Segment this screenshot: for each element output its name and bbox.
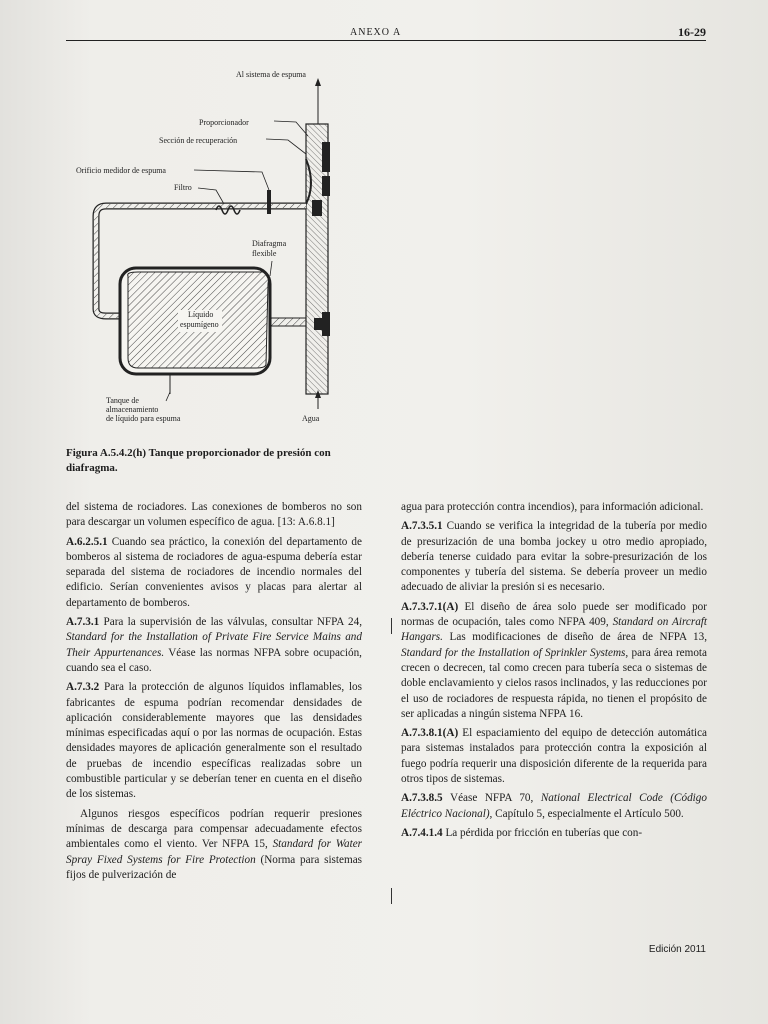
label-tank-line-3: de líquido para espuma (106, 414, 181, 423)
paragraph (66, 807, 362, 883)
paragraph-text: Las modificaciones de diseño de área de NFPA 13, (449, 631, 708, 644)
paragraph (66, 535, 362, 611)
paragraph (401, 519, 707, 595)
paragraph-text: del sistema de rociadores. Las conexiones de bomberos no son para descargar un volumen específico de agua. [13: A.6.8.1] (66, 501, 362, 529)
label-filter: Filtro (174, 183, 192, 192)
paragraph-text: Para la protección de algunos líquidos inflamables, los fabricantes de espuma podrían recomendar densidades de aplicación considerablemente mayores que las densidades mínimas especificadas aquí o por las normas de ocupación. Estas densidades mayores de aplicación generalmente son el resultado de pruebas de incendio específicas realizadas sobre un combustible particular y se deberían tener en cuenta en el diseño de los sistemas. (66, 681, 363, 801)
standard-title: Standard for the Installation of Sprinkler Systems, (401, 646, 629, 659)
label-recovery-section: Sección de recuperación (159, 136, 238, 145)
label-diaphragm: Diafragma (252, 239, 287, 248)
label-diaphragm-flexible: flexible (252, 249, 277, 258)
section-id: A.7.4.1.4 (401, 826, 443, 839)
left-column (66, 500, 362, 885)
section-id: A.7.3.8.1(A) (401, 727, 459, 740)
section-id: A.7.3.5.1 (401, 520, 443, 533)
paragraph (401, 791, 707, 822)
paragraph-text: Algunos riesgos específicos podrían requerir presiones mínimas de descarga para compensar adecuadamente efectos ambientales como el viento. Ver NFPA 15, (66, 807, 362, 851)
paragraph-text: Véase NFPA 70, (449, 792, 534, 805)
paragraph-text: El espaciamiento del equipo de detección automática para sistemas instalados para protección contra la exposición al fuego podría requerir una disposición diferente de la requerida para otros tipos de sistemas. (401, 727, 708, 786)
label-water: Agua (302, 414, 320, 423)
figure-diaphragm-tank (66, 64, 366, 434)
running-title: ANEXO A (350, 27, 402, 38)
paragraph-text: para área remota crecen o decrecen, tal como crecen para tubería seca o sistemas de doble enclavamiento y cielos rasos inclinados, y las reducciones por el uso de rociadores de respuesta rápida, no tienen el propósito de ser aplicadas a ningún sistema NFPA 16. (401, 646, 708, 720)
label-proportioner: Proporcionador (199, 118, 249, 127)
edition-footer: Edición 2011 (648, 944, 706, 955)
section-id: A.7.3.1 (66, 616, 100, 629)
standard-title: Standard for the Installation of Private Fire Service Mains and Their Appurtenances. (66, 631, 362, 659)
paragraph (66, 615, 362, 676)
section-id: A.7.3.8.5 (401, 792, 443, 805)
label-foaming-agent: espumígeno (180, 320, 219, 329)
paragraph-text: Cuando sea práctico, la conexión del departamento de bomberos al sistema de rociadores de agua-espuma debería estar separada del sistema de rociadores de incendio normales del edificio. Serían convenientes avisos y placas para alertar al departamento de bomberos. (66, 535, 362, 609)
paragraph (401, 726, 707, 787)
label-foam-orifice: Orificio medidor de espuma (76, 166, 166, 175)
section-id: A.7.3.2 (66, 681, 100, 694)
standard-title: Standard for Water Spray Fixed Systems for Fire Protection (66, 838, 363, 866)
paragraph (401, 600, 707, 722)
right-column (401, 500, 707, 845)
label-foam-system: Al sistema de espuma (236, 70, 306, 79)
label-tank-line-2: almacenamiento (106, 405, 159, 414)
paragraph-text: El diseño de área solo puede ser modificado por normas de ocupación, tales como NFPA 409, (401, 600, 707, 629)
paragraph-text: Véase las normas NFPA sobre ocupación, cuando sea el caso. (66, 646, 362, 674)
label-liquid: Líquido (188, 310, 214, 319)
change-bar (391, 888, 392, 904)
figure-caption: Figura A.5.4.2(h) Tanque proporcionador de presión con diafragma. (66, 447, 331, 474)
section-id: A.7.3.7.1(A) (401, 600, 459, 613)
paragraph (66, 500, 362, 531)
paragraph-text: La pérdida por fricción en tuberías que con- (445, 826, 643, 839)
page-number: 16-29 (678, 25, 706, 39)
header-rule (66, 40, 706, 41)
paragraph-text: Para la supervisión de las válvulas, consultar NFPA 24, (103, 616, 362, 629)
label-tank-line-1: Tanque de (106, 396, 139, 405)
paragraph-text: Cuando se verifica la integridad de la tubería por medio de presurización de una bomba jockey u otro medio apropiado, debería tenerse cuidado para evitar la sobre-presurización de los componentes y tubería del sistema. Se debería proveer un medio adecuado de aliviar la presión si es necesario. (401, 520, 708, 594)
section-id: A.6.2.5.1 (66, 535, 108, 548)
paragraph-text: agua para protección contra incendios), para información adicional. (401, 501, 704, 513)
paragraph (401, 500, 707, 515)
paragraph-text: Capítulo 5, especialmente el Artículo 500. (495, 807, 684, 820)
paragraph (401, 826, 707, 841)
paragraph (66, 680, 362, 802)
standard-title: National Electrical Code (Código Eléctrico Nacional), (401, 792, 707, 820)
standard-title: Standard on Aircraft Hangars. (401, 616, 708, 644)
change-bar (391, 618, 392, 634)
paragraph-text: (Norma para sistemas fijos de pulverización de (66, 853, 363, 881)
